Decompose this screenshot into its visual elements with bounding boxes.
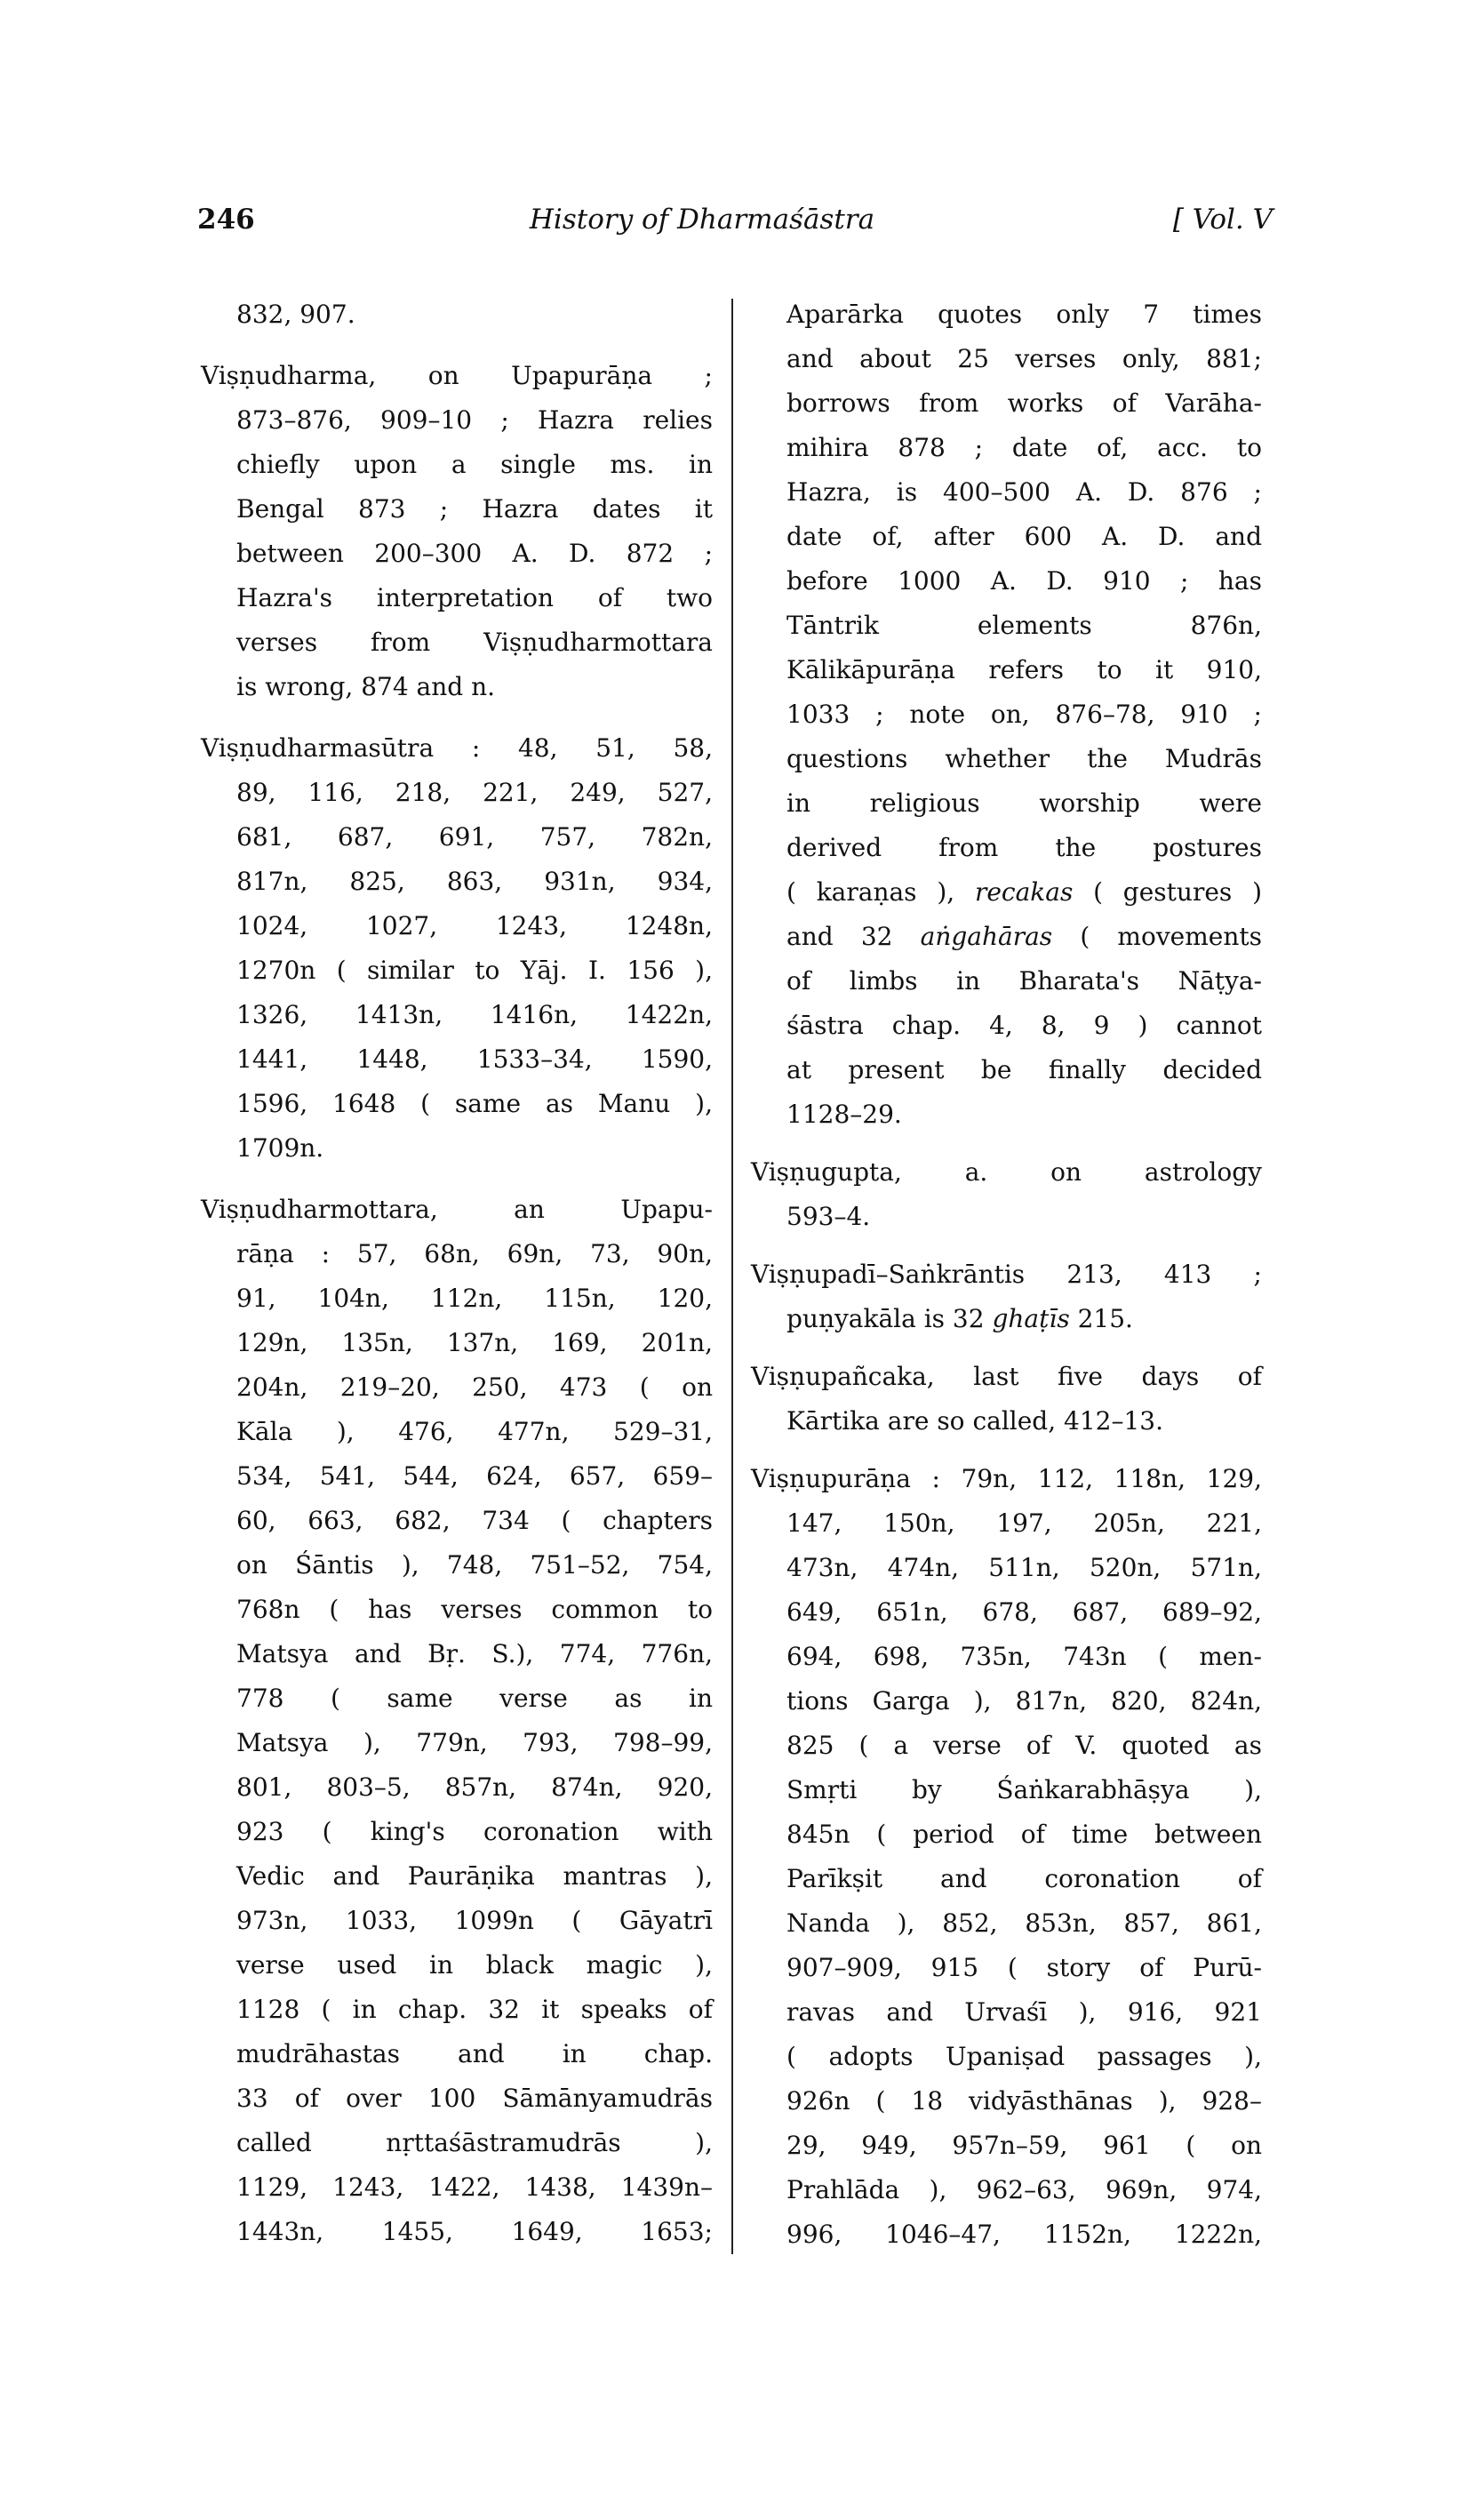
entry-headword-line: Viṣṇupurāṇa : 79n, 112, 118n, 129, xyxy=(751,1464,1262,1493)
entry-text-line: of limbs in Bharata's Nāṭya- xyxy=(786,966,1262,996)
index-entry xyxy=(201,1188,713,2254)
entry-text-line: 768n ( has verses common to xyxy=(236,1595,713,1624)
entry-text-line: Parīkṣit and coronation of xyxy=(786,1864,1262,1893)
entry-text-line: 1441, 1448, 1533–34, 1590, xyxy=(236,1044,713,1074)
entry-text-line: ( karaṇas ), recakas ( gestures ) xyxy=(786,877,1262,907)
entry-text-line: in religious worship were xyxy=(786,788,1262,818)
italic-term: recakas xyxy=(974,877,1074,907)
running-title: History of Dharmaśāstra xyxy=(529,204,875,236)
entry-text-line: 91, 104n, 112n, 115n, 120, xyxy=(236,1284,713,1313)
entry-text-line: chiefly upon a single ms. in xyxy=(236,450,713,479)
entry-text-line: 778 ( same verse as in xyxy=(236,1684,713,1713)
entry-text-line: 817n, 825, 863, 931n, 934, xyxy=(236,867,713,896)
entry-text-line: 649, 651n, 678, 687, 689–92, xyxy=(786,1597,1262,1627)
entry-text-line: mihira 878 ; date of, acc. to xyxy=(786,433,1262,462)
entry-text-line: 681, 687, 691, 757, 782n, xyxy=(236,822,713,852)
entry-text-line: 534, 541, 544, 624, 657, 659– xyxy=(236,1461,713,1491)
entry-text-line: 593–4. xyxy=(786,1202,871,1231)
entry-text-line: puṇyakāla is 32 ghaṭīs 215. xyxy=(786,1304,1133,1333)
entry-text-line: Bengal 873 ; Hazra dates it xyxy=(236,494,713,524)
entry-text-line: 204n, 219–20, 250, 473 ( on xyxy=(236,1372,713,1402)
entry-text-line: verses from Viṣṇudharmottara xyxy=(236,628,713,657)
entry-text-line: Kālikāpurāṇa refers to it 910, xyxy=(786,655,1262,684)
entry-text-line: 1129, 1243, 1422, 1438, 1439n– xyxy=(236,2172,713,2202)
entry-text-line: Nanda ), 852, 853n, 857, 861, xyxy=(786,1908,1262,1938)
entry-headword-line: Viṣṇupadī–Saṅkrāntis 213, 413 ; xyxy=(751,1260,1262,1289)
entry-text-line: before 1000 A. D. 910 ; has xyxy=(786,566,1262,596)
entry-text-line: 801, 803–5, 857n, 874n, 920, xyxy=(236,1772,713,1802)
entry-text-line: date of, after 600 A. D. and xyxy=(786,522,1262,551)
entry-text-line: Matsya and Bṛ. S.), 774, 776n, xyxy=(236,1639,713,1668)
index-entry xyxy=(201,354,713,709)
entry-text-line: rāṇa : 57, 68n, 69n, 73, 90n, xyxy=(236,1239,713,1268)
entry-text-line: 1270n ( similar to Yāj. I. 156 ), xyxy=(236,956,713,985)
entry-text-line: Tāntrik elements 876n, xyxy=(786,611,1262,640)
entry-text-line: 825 ( a verse of V. quoted as xyxy=(786,1731,1262,1760)
entry-text-line: 129n, 135n, 137n, 169, 201n, xyxy=(236,1328,713,1357)
entry-text-line: 29, 949, 957n–59, 961 ( on xyxy=(786,2131,1262,2160)
entry-headword-line: Viṣṇudharmasūtra : 48, 51, 58, xyxy=(201,733,713,763)
entry-text-line: called nṛttaśāstramudrās ), xyxy=(236,2128,713,2157)
volume-label: [ Vol. V xyxy=(1172,204,1273,236)
entry-text-line: 1128–29. xyxy=(786,1100,902,1129)
entry-text-line: Hazra's interpretation of two xyxy=(236,583,713,612)
entry-text-line: 1596, 1648 ( same as Manu ), xyxy=(236,1089,713,1118)
entry-text-line: verse used in black magic ), xyxy=(236,1950,713,1980)
entry-text-line: śāstra chap. 4, 8, 9 ) cannot xyxy=(786,1011,1262,1040)
entry-text-line: Smṛti by Śaṅkarabhāṣya ), xyxy=(786,1775,1262,1804)
entry-text-line: 1024, 1027, 1243, 1248n, xyxy=(236,911,713,940)
entry-text-line: 845n ( period of time between xyxy=(786,1820,1262,1849)
entry-text-line: tions Garga ), 817n, 820, 824n, xyxy=(786,1686,1262,1716)
entry-text-line: 1443n, 1455, 1649, 1653; xyxy=(236,2217,713,2246)
entry-text-line: derived from the postures xyxy=(786,833,1262,862)
entry-text-line: 923 ( king's coronation with xyxy=(236,1817,713,1846)
entry-text-line: is wrong, 874 and n. xyxy=(236,672,496,701)
index-entry xyxy=(751,1457,1262,2257)
entry-text-line: 89, 116, 218, 221, 249, 527, xyxy=(236,778,713,807)
entry-text-line: Vedic and Paurāṇika mantras ), xyxy=(236,1861,713,1891)
index-entry xyxy=(751,1150,1262,1239)
entry-headword-line: Viṣṇudharma, on Upapurāṇa ; xyxy=(201,361,713,390)
entry-text-line: mudrāhastas and in chap. xyxy=(236,2039,713,2068)
entry-text-line: 1128 ( in chap. 32 it speaks of xyxy=(236,1995,713,2024)
entry-text-line: ravas and Urvaśī ), 916, 921 xyxy=(786,1997,1262,2027)
entry-text-line: 147, 150n, 197, 205n, 221, xyxy=(786,1508,1262,1538)
entry-headword-line: Viṣṇudharmottara, an Upapu- xyxy=(201,1195,713,1224)
entry-text-line: Kārtika are so called, 412–13. xyxy=(786,1406,1163,1436)
entry-text-line: Prahlāda ), 962–63, 969n, 974, xyxy=(786,2175,1262,2204)
entry-text-line: and about 25 verses only, 881; xyxy=(786,344,1262,373)
entry-text-line: 832, 907. xyxy=(236,300,355,329)
entry-text-line: 907–909, 915 ( story of Purū- xyxy=(786,1953,1262,1982)
entry-text-line: Kāla ), 476, 477n, 529–31, xyxy=(236,1417,713,1446)
entry-text-line: 60, 663, 682, 734 ( chapters xyxy=(236,1506,713,1535)
italic-term: ghaṭīs xyxy=(992,1304,1070,1333)
index-column-left xyxy=(201,292,713,2254)
page-number: 246 xyxy=(197,204,255,236)
index-entry xyxy=(751,1252,1262,1341)
entry-headword-line: Viṣṇugupta, a. on astrology xyxy=(751,1157,1262,1187)
index-entry-continued xyxy=(201,292,713,337)
entry-text-line: Matsya ), 779n, 793, 798–99, xyxy=(236,1728,713,1757)
entry-text-line: between 200–300 A. D. 872 ; xyxy=(236,539,713,568)
index-entry xyxy=(201,726,713,1171)
entry-text-line: Aparārka quotes only 7 times xyxy=(786,300,1262,329)
entry-text-line: 1709n. xyxy=(236,1133,324,1163)
entry-text-line: borrows from works of Varāha- xyxy=(786,388,1262,418)
running-header xyxy=(0,197,1469,242)
entry-text-line: 694, 698, 735n, 743n ( men- xyxy=(786,1642,1262,1671)
entry-headword-line: Viṣṇupañcaka, last five days of xyxy=(751,1362,1262,1391)
entry-text-line: questions whether the Mudrās xyxy=(786,744,1262,773)
column-divider xyxy=(731,299,733,2254)
entry-text-line: 926n ( 18 vidyāsthānas ), 928– xyxy=(786,2086,1262,2116)
index-entry-continued xyxy=(751,292,1262,1137)
entry-text-line: 473n, 474n, 511n, 520n, 571n, xyxy=(786,1553,1262,1582)
entry-text-line: 1033 ; note on, 876–78, 910 ; xyxy=(786,700,1262,729)
entry-text-line: 973n, 1033, 1099n ( Gāyatrī xyxy=(236,1906,713,1935)
entry-text-line: on Śāntis ), 748, 751–52, 754, xyxy=(236,1550,713,1580)
italic-term: aṅgahāras xyxy=(920,922,1053,951)
entry-text-line: 873–876, 909–10 ; Hazra relies xyxy=(236,405,713,435)
entry-text-line: and 32 aṅgahāras ( movements xyxy=(786,922,1262,951)
entry-text-line: ( adopts Upaniṣad passages ), xyxy=(786,2042,1262,2071)
entry-text-line: 996, 1046–47, 1152n, 1222n, xyxy=(786,2220,1262,2249)
entry-text-line: 1326, 1413n, 1416n, 1422n, xyxy=(236,1000,713,1029)
index-entry xyxy=(751,1355,1262,1444)
index-column-right xyxy=(751,292,1262,2257)
entry-text-line: Hazra, is 400–500 A. D. 876 ; xyxy=(786,477,1262,507)
entry-text-line: at present be finally decided xyxy=(786,1055,1262,1084)
entry-text-line: 33 of over 100 Sāmānyamudrās xyxy=(236,2084,713,2113)
